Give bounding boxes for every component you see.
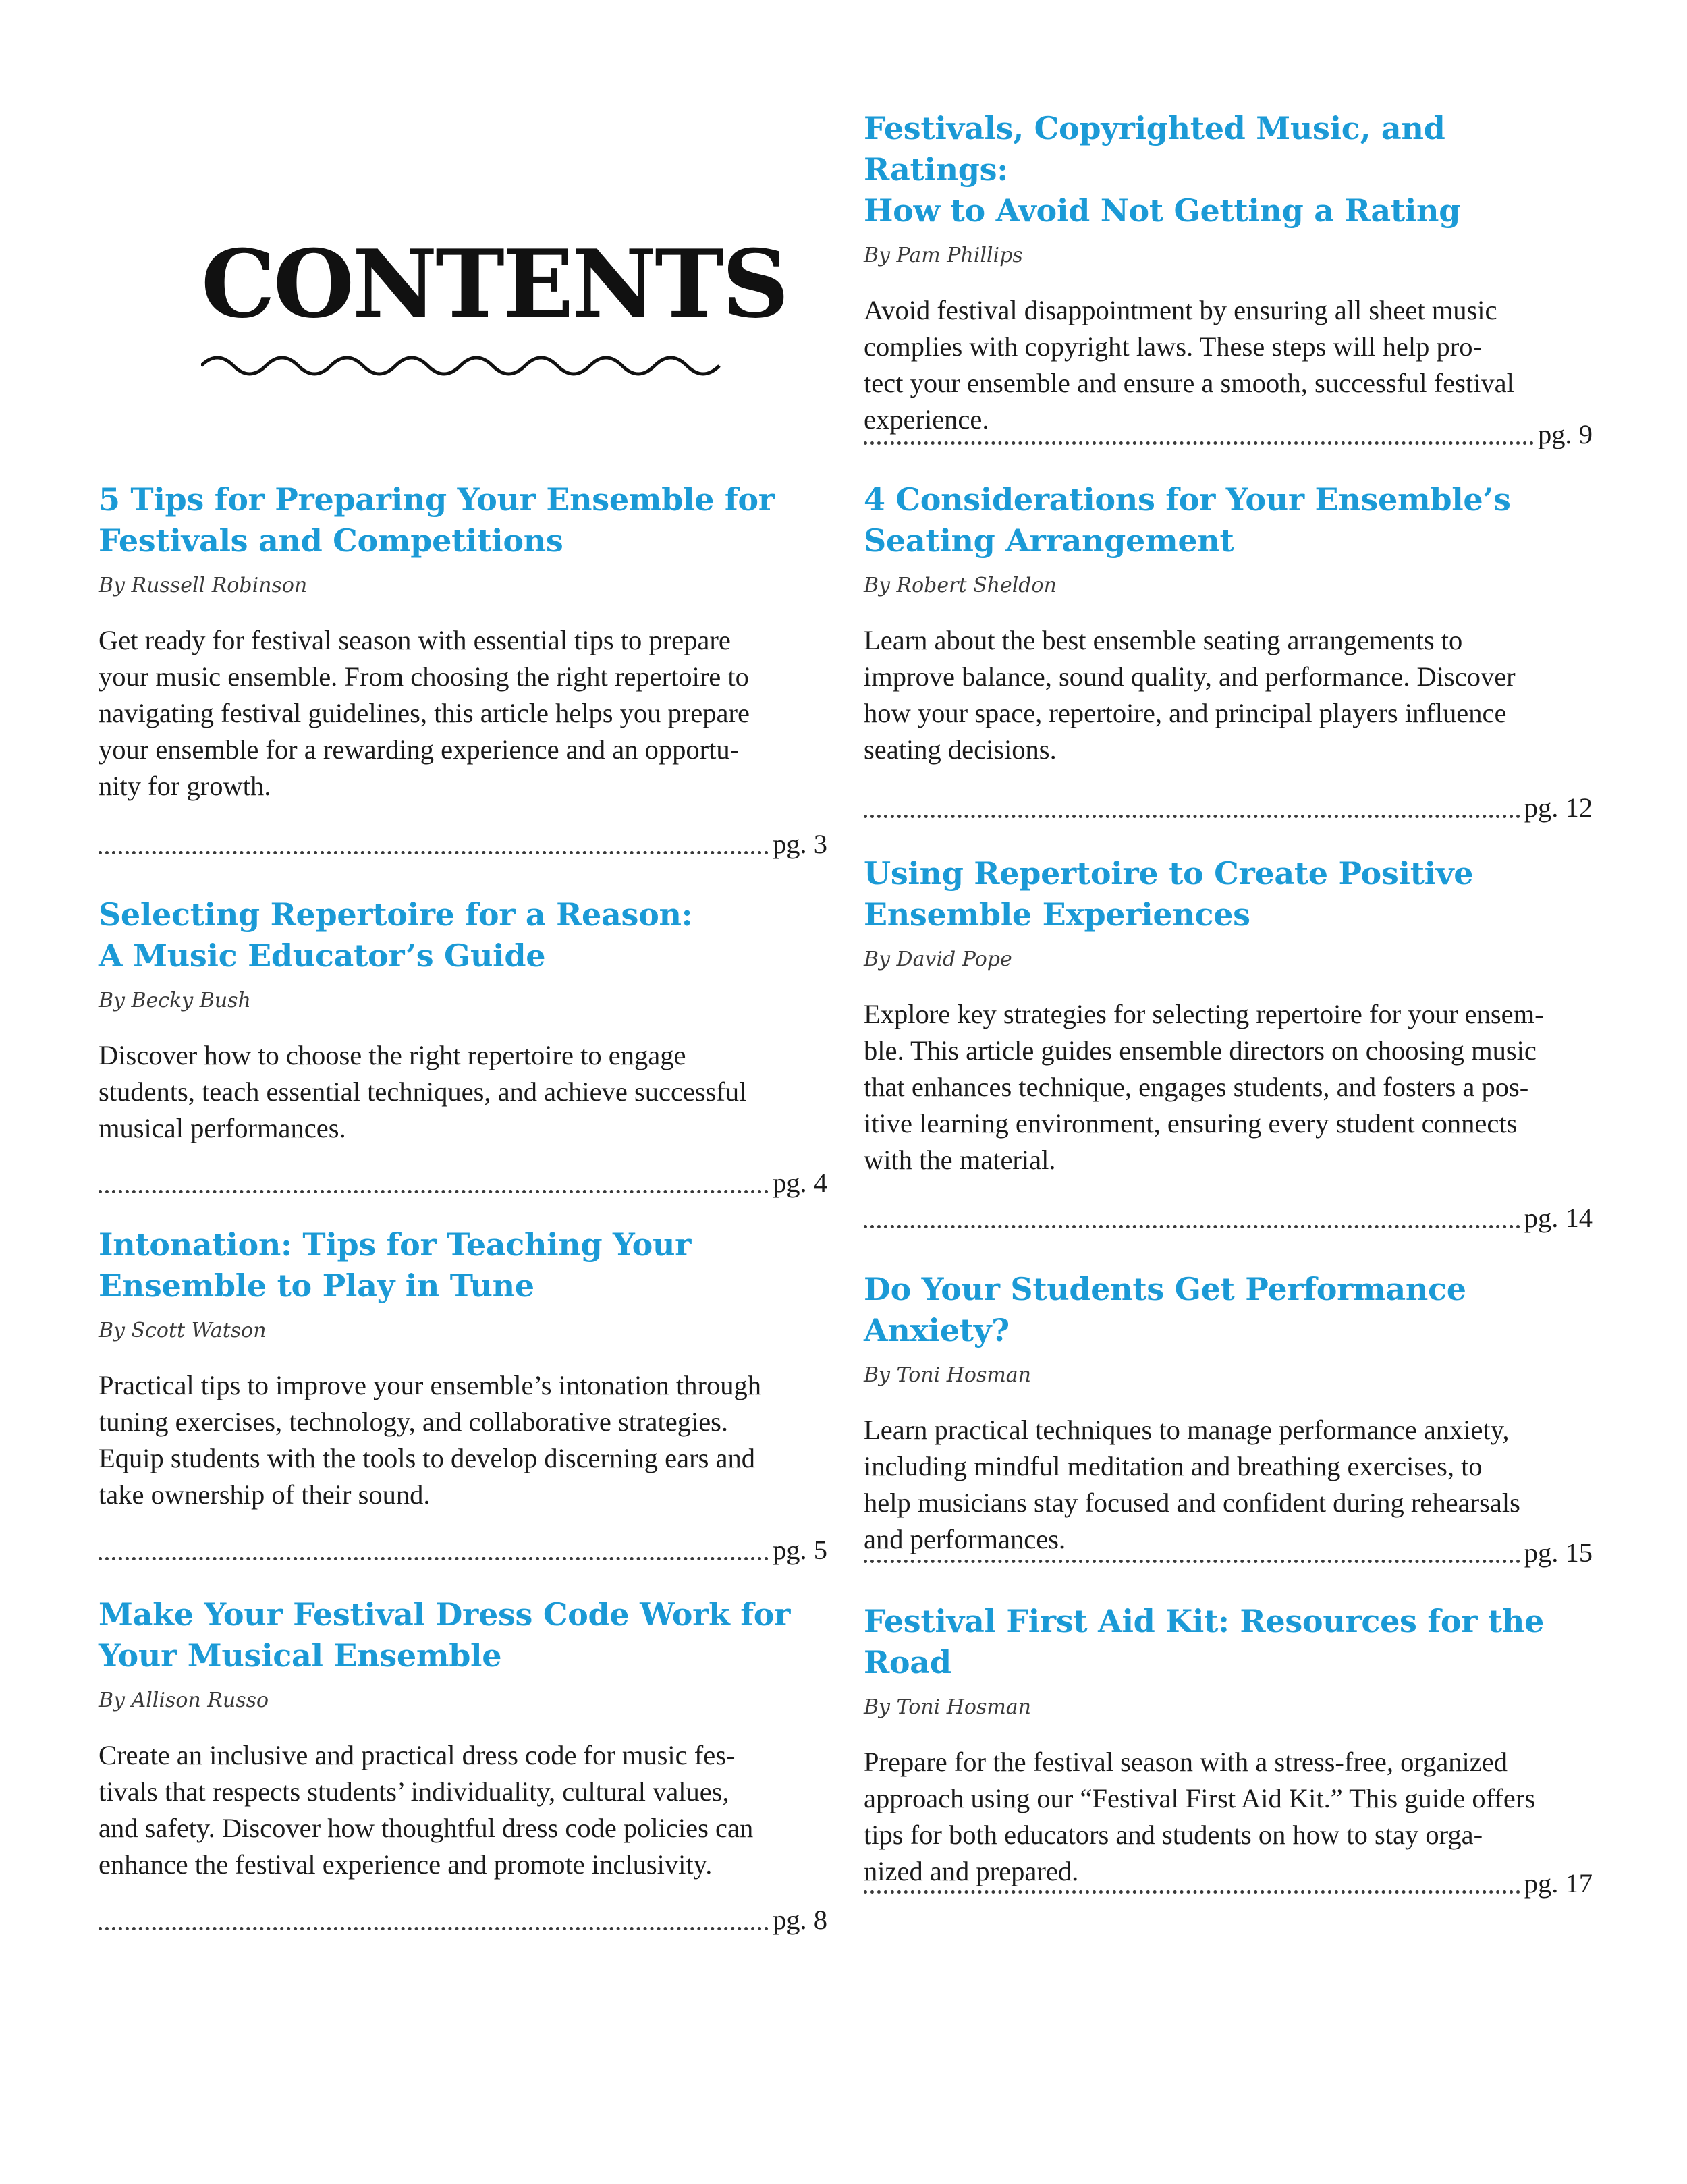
page-leader[interactable] <box>99 1903 827 1937</box>
page-leader[interactable] <box>864 1536 1593 1570</box>
leader-dots <box>864 1225 1520 1228</box>
entry-title[interactable]: Make Your Festival Dress Code Work for Your Musical Ensemble <box>99 1596 791 1674</box>
entry-author: By Allison Russo <box>99 1689 269 1712</box>
entry-title[interactable]: Festivals, Copyrighted Music, and Ratings: How to Avoid Not Getting a Rating <box>864 110 1461 229</box>
page-leader[interactable] <box>99 827 827 861</box>
entry-author: By Pam Phillips <box>864 244 1023 267</box>
page-leader[interactable] <box>864 791 1593 825</box>
entry-description: Get ready for festival season with essential tips to prepare your music ensemble. From choosing the right repertoire to navigating festival guidelines, this article helps you prepare your ensemble for a rewarding experience and an opportu- nity for growth. <box>99 625 750 801</box>
entry-description: Avoid festival disappointment by ensuring all sheet music complies with copyright laws. These steps will help pro- tect your ensemble and ensure a smooth, successful festival experience. <box>864 295 1514 435</box>
entry-description: Practical tips to improve your ensemble’s intonation through tuning exercises, technology, and collaborative strategies. Equip students with the tools to develop discerning ears and take ownership of their sound. <box>99 1370 761 1510</box>
leader-dots <box>99 1557 769 1560</box>
entry-title[interactable]: 5 Tips for Preparing Your Ensemble for Festivals and Competitions <box>99 481 775 559</box>
toc-entry[interactable] <box>864 853 1593 1178</box>
entry-title[interactable]: Do Your Students Get Performance Anxiety? <box>864 1271 1466 1348</box>
page-number: pg. 8 <box>773 1905 827 1935</box>
page-number: pg. 17 <box>1524 1868 1593 1899</box>
page-leader[interactable] <box>864 1867 1593 1901</box>
entry-title[interactable]: Festival First Aid Kit: Resources for the Road <box>864 1603 1544 1681</box>
entry-author: By David Pope <box>864 948 1012 971</box>
entry-author: By Toni Hosman <box>864 1695 1031 1719</box>
toc-entry[interactable] <box>99 894 827 1147</box>
entry-author: By Robert Sheldon <box>864 574 1057 597</box>
entry-description: Discover how to choose the right repertoire to engage students, teach essential techniques, and achieve successful musical performances. <box>99 1040 747 1143</box>
page-number: pg. 14 <box>1524 1203 1593 1233</box>
entry-description: Prepare for the festival season with a stress-free, organized approach using our “Festival First Aid Kit.” This guide offers tips for both educators and students on how to stay orga- nized and prepared. <box>864 1747 1536 1886</box>
entry-description: Learn practical techniques to manage performance anxiety, including mindful meditation and breathing exercises, to help musicians stay focused and confident during rehearsals and performances. <box>864 1415 1520 1554</box>
toc-entry[interactable] <box>99 1224 827 1513</box>
page-number: pg. 12 <box>1524 792 1593 823</box>
leader-dots <box>864 1890 1520 1894</box>
page-number: pg. 4 <box>773 1168 827 1198</box>
entry-description: Create an inclusive and practical dress code for music fes- tivals that respects students’ individuality, cultural values, and safety. Discover how thoughtful dress code policies can enhance the festival experience and promote inclusivity. <box>99 1740 754 1880</box>
leader-dots <box>864 815 1520 818</box>
page-number: pg. 5 <box>773 1535 827 1565</box>
toc-entry[interactable] <box>864 479 1593 768</box>
page-title: CONTENTS <box>201 229 787 339</box>
wave-divider <box>201 351 721 381</box>
page-number: pg. 3 <box>773 829 827 859</box>
leader-dots <box>864 441 1534 445</box>
entry-title[interactable]: 4 Considerations for Your Ensemble’s Seating Arrangement <box>864 481 1511 559</box>
toc-entry[interactable] <box>99 1594 827 1883</box>
entry-description: Explore key strategies for selecting repertoire for your ensem- ble. This article guides ensemble directors on choosing music that enhances technique, engages students, and fosters a pos- itive learning environment, ensuring every student connects with the material. <box>864 999 1544 1175</box>
leader-dots <box>99 851 769 854</box>
page-leader[interactable] <box>864 418 1593 452</box>
toc-entry[interactable] <box>99 479 827 804</box>
entry-author: By Scott Watson <box>99 1319 267 1342</box>
entry-author: By Becky Bush <box>99 989 251 1012</box>
page-number: pg. 15 <box>1524 1537 1593 1568</box>
entry-author: By Toni Hosman <box>864 1363 1031 1387</box>
entry-title[interactable]: Selecting Repertoire for a Reason: A Music Educator’s Guide <box>99 896 693 974</box>
toc-entry[interactable] <box>864 1601 1593 1890</box>
leader-dots <box>864 1560 1520 1563</box>
entry-author: By Russell Robinson <box>99 574 308 597</box>
page-leader[interactable] <box>99 1166 827 1200</box>
entry-title[interactable]: Intonation: Tips for Teaching Your Ensemble to Play in Tune <box>99 1226 692 1304</box>
leader-dots <box>99 1190 769 1193</box>
toc-entry[interactable] <box>864 1269 1593 1558</box>
page-leader[interactable] <box>864 1201 1593 1235</box>
entry-title[interactable]: Using Repertoire to Create Positive Ensemble Experiences <box>864 855 1474 933</box>
leader-dots <box>99 1927 769 1930</box>
toc-entry[interactable] <box>864 108 1593 438</box>
entry-description: Learn about the best ensemble seating arrangements to improve balance, sound quality, and performance. Discover how your space, repertoire, and principal players influence seating decisions. <box>864 625 1516 765</box>
page-number: pg. 9 <box>1538 419 1593 449</box>
page-leader[interactable] <box>99 1533 827 1567</box>
